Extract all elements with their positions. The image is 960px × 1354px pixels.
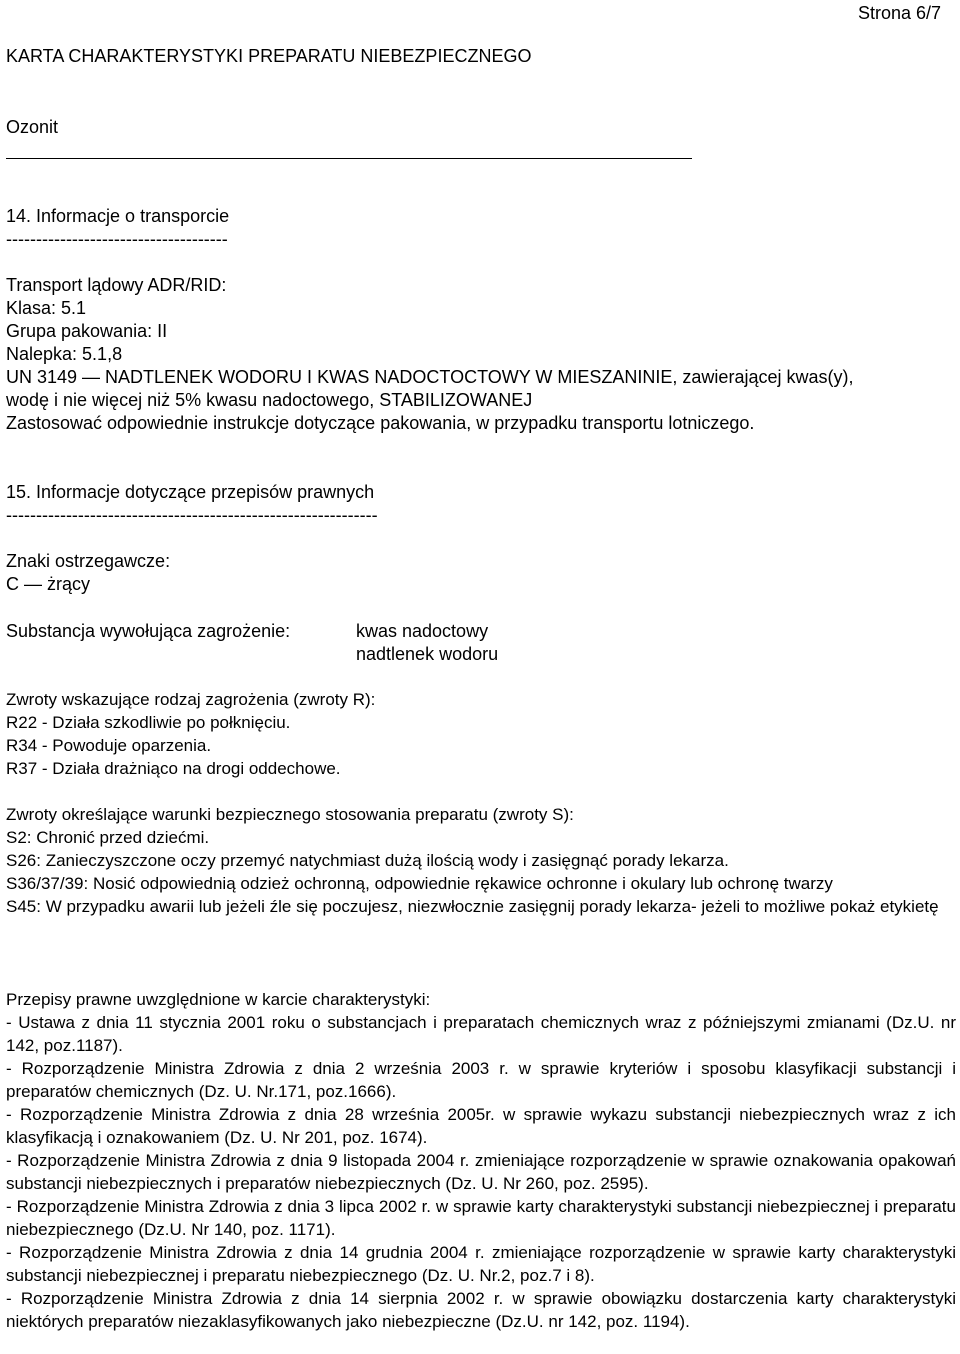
transport-line: Grupa pakowania: II [6, 321, 168, 341]
regulation-item: - Rozporządzenie Ministra Zdrowia z dnia 28 września 2005r. w sprawie wykazu substancji niebezpiecznych wraz z ich klasyfikacją i oznakowaniem (Dz. U. Nr 201, poz. 1674). [6, 1105, 956, 1147]
hazard-substance-item: nadtlenek wodoru [356, 644, 499, 664]
r-phrases-heading: Zwroty wskazujące rodzaj zagrożenia (zwroty R): [6, 690, 376, 709]
s-phrase: S2: Chronić przed dziećmi. [6, 828, 210, 847]
hazard-substance-item: kwas nadoctowy [356, 621, 489, 641]
transport-line: UN 3149 — NADTLENEK WODORU I KWAS NADOCTOCTOWY W MIESZANINIE, zawierającej kwas(y), [6, 367, 854, 387]
product-name: Ozonit [6, 117, 59, 137]
s-phrase: S26: Zanieczyszczone oczy przemyć natychmiast dużą ilością wody i zasięgnąć porady lekarza. [6, 851, 729, 870]
s-phrases-block [6, 803, 956, 918]
transport-line: Transport lądowy ADR/RID: [6, 275, 227, 295]
s-phrases-heading: Zwroty określające warunki bezpiecznego stosowania preparatu (zwroty S): [6, 805, 574, 824]
regulation-item: - Rozporządzenie Ministra Zdrowia z dnia 2 września 2003 r. w sprawie kryteriów i sposobu klasyfikacji substancji i preparatów chemicznych (Dz. U. Nr.171, poz.1666). [6, 1059, 956, 1101]
regulation-item: - Rozporządzenie Ministra Zdrowia z dnia 3 lipca 2002 r. w sprawie karty charakterystyki substancji niebezpiecznej i preparatu niebezpiecznego (Dz.U. Nr 140, poz. 1171). [6, 1197, 956, 1239]
regulation-item: - Rozporządzenie Ministra Zdrowia z dnia 14 sierpnia 2002 r. w sprawie obowiązku dostarczenia karty charakterystyki niektórych preparatów niezaklasyfikowanych jako niebezpieczne (Dz.U. nr 142, poz. 1194). [6, 1289, 956, 1331]
warning-signs-block [6, 550, 956, 596]
warning-signs-value: C — żrący [6, 574, 91, 594]
section-15-heading-block [6, 481, 956, 527]
page-number: Strona 6/7 [857, 3, 941, 23]
regulations-heading: Przepisy prawne uwzględnione w karcie charakterystyki: [6, 990, 431, 1009]
hazard-substance-label: Substancja wywołująca zagrożenie: [6, 621, 291, 641]
r-phrase: R34 - Powoduje oparzenia. [6, 736, 212, 755]
regulation-item: - Ustawa z dnia 11 stycznia 2001 roku o substancjach i preparatach chemicznych wraz z późniejszymi zmianami (Dz.U. nr 142, poz.1187). [6, 1013, 956, 1055]
s-phrase: S36/37/39: Nosić odpowiednią odzież ochronną, odpowiednie rękawice ochronne i okulary lub ochronę twarzy [6, 874, 833, 893]
r-phrase: R22 - Działa szkodliwie po połknięciu. [6, 713, 291, 732]
document-title: KARTA CHARAKTERYSTYKI PREPARATU NIEBEZPIECZNEGO [6, 46, 532, 66]
transport-line: Nalepka: 5.1,8 [6, 344, 123, 364]
section-14-underline: ------------------------------------- [6, 229, 228, 249]
s-phrase: S45: W przypadku awarii lub jeżeli źle się poczujesz, niezwłocznie zasięgnij porady lekarza- jeżeli to możliwe pokaż etykietę [6, 897, 939, 916]
hazard-substance-values [356, 620, 498, 666]
regulations-block [6, 988, 956, 1333]
regulation-item: - Rozporządzenie Ministra Zdrowia z dnia 9 listopada 2004 r. zmieniające rozporządzenie w sprawie oznakowania opakowań substancji niebezpiecznych i preparatów niebezpiecznych (Dz. U. Nr 260, poz. 2595). [6, 1151, 956, 1193]
transport-line: wodę i nie więcej niż 5% kwasu nadoctowego, STABILIZOWANEJ [6, 390, 533, 410]
r-phrase: R37 - Działa drażniąco na drogi oddechowe. [6, 759, 341, 778]
section-14-heading: 14. Informacje o transporcie [6, 206, 230, 226]
transport-line: Zastosować odpowiednie instrukcje dotyczące pakowania, w przypadku transportu lotniczego. [6, 413, 755, 433]
regulation-item: - Rozporządzenie Ministra Zdrowia z dnia 14 grudnia 2004 r. zmieniające rozporządzenie w sprawie karty charakterystyki substancji niebezpiecznej i preparatu niebezpiecznego (Dz. U. Nr.2, poz.7 i 8). [6, 1243, 956, 1285]
r-phrases-block [6, 688, 956, 780]
section-15-heading: 15. Informacje dotyczące przepisów prawnych [6, 482, 375, 502]
title-rule [6, 158, 692, 159]
section-14-heading-block [6, 205, 956, 251]
transport-line: Klasa: 5.1 [6, 298, 87, 318]
section-14-body [6, 274, 956, 435]
section-15-underline: -------------------------------------------------------------- [6, 505, 378, 525]
warning-signs-label: Znaki ostrzegawcze: [6, 551, 171, 571]
